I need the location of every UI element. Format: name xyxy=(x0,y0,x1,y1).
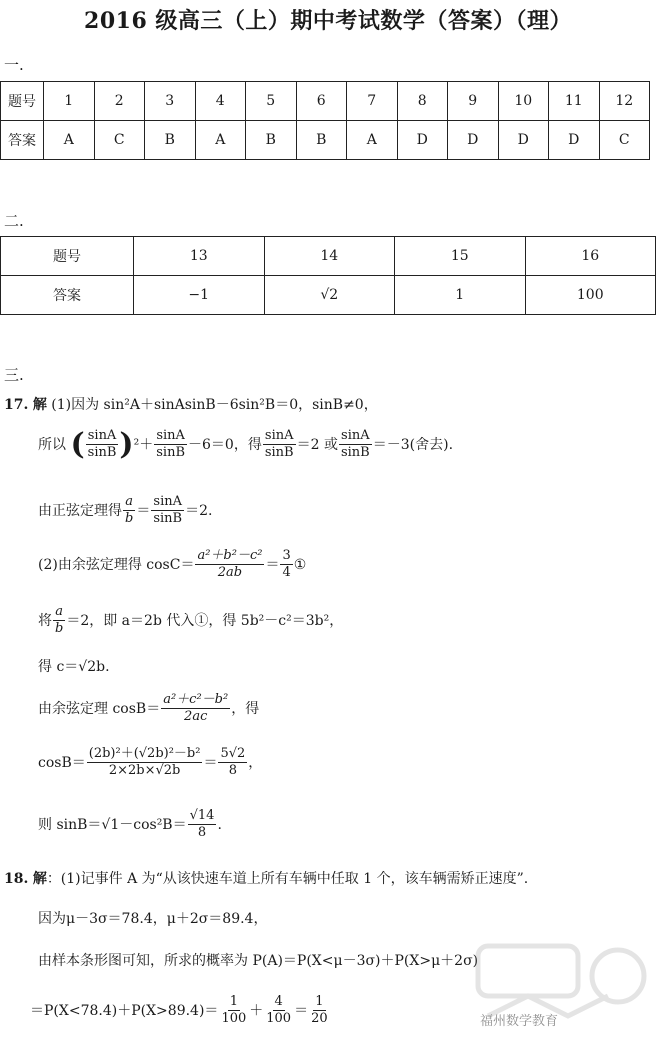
text: cosB＝ xyxy=(38,754,86,771)
answer-cell: B xyxy=(296,121,347,160)
q17-jie: 解 xyxy=(32,397,47,413)
question-cell: 3 xyxy=(145,82,196,121)
q17-line1 xyxy=(4,394,378,414)
text: 将 xyxy=(38,612,52,629)
fraction xyxy=(195,548,264,582)
q18-text: ：(1)记事件 A 为“从该快速车道上所有车辆中任取 1 个，该车辆需矫正速度”. xyxy=(46,871,529,887)
fraction xyxy=(188,808,217,842)
answer-cell: √2 xyxy=(264,276,395,315)
numerator: sinA xyxy=(154,428,187,445)
denominator: 20 xyxy=(311,1011,328,1027)
text: 由余弦定理 cosB＝ xyxy=(38,700,161,717)
section3-heading: 三. xyxy=(4,366,24,384)
q17-line7 xyxy=(38,692,259,726)
q17-text: (1)因为 sin²A＋sinAsinB－6sin²B＝0，sinB≠0， xyxy=(51,397,378,413)
q18-line3: 由样本条形图可知，所求的概率为 P(A)＝P(X<μ－3σ)＋P(X>μ＋2σ) xyxy=(38,953,479,969)
question-cell: 5 xyxy=(246,82,297,121)
question-cell: 15 xyxy=(395,237,526,276)
numerator: 5√2 xyxy=(218,746,247,763)
denominator: b xyxy=(55,621,64,637)
q18-line2: 因为μ－3σ＝78.4，μ＋2σ＝89.4， xyxy=(38,911,268,927)
fraction xyxy=(154,428,187,462)
paren-open: ( xyxy=(70,426,85,462)
text: ， xyxy=(248,754,263,771)
q17-line9 xyxy=(38,808,222,842)
answer-cell: −1 xyxy=(134,276,265,315)
answer-table-1 xyxy=(0,81,650,160)
denominator: 2ac xyxy=(184,709,208,725)
answer-cell: 1 xyxy=(395,276,526,315)
question-cell: 6 xyxy=(296,82,347,121)
text: ＝2，即 a＝2b 代入①，得 5b²－c²＝3b²， xyxy=(66,612,344,629)
text: 由正弦定理得 xyxy=(38,502,122,519)
question-cell: 1 xyxy=(44,82,95,121)
denominator: sinB xyxy=(340,445,370,461)
q18-line4 xyxy=(30,994,331,1028)
q18-line1 xyxy=(4,868,528,888)
q17-line3: 由正弦定理得 $\frac{a}{b}$ ＝ $\frac{\sin A}{\sin B}$ ＝2. xyxy=(38,494,213,527)
question-cell: 9 xyxy=(448,82,499,121)
text: ＝2. xyxy=(185,502,213,519)
numerator: a xyxy=(123,494,135,511)
q17-line2 xyxy=(38,428,453,462)
answer-cell: A xyxy=(195,121,246,160)
denominator: sinB xyxy=(87,445,117,461)
numerator: sinA xyxy=(339,428,372,445)
question-cell: 16 xyxy=(525,237,656,276)
denominator: 2×2b×√2b xyxy=(108,763,181,779)
numerator: a²＋b²－c² xyxy=(195,548,264,565)
row-label: 题号 xyxy=(1,237,134,276)
text: 则 sinB＝√1－cos²B＝ xyxy=(38,816,187,833)
section2-heading: 二. xyxy=(4,212,24,230)
answer-cell: 100 xyxy=(525,276,656,315)
table-row xyxy=(1,237,656,276)
answer-table-2 xyxy=(0,236,656,315)
numerator: 4 xyxy=(273,994,285,1011)
answer-cell: B xyxy=(145,121,196,160)
fraction xyxy=(123,494,135,528)
fraction xyxy=(309,994,330,1028)
answer-cell: D xyxy=(549,121,600,160)
text: ＝－3(舍去). xyxy=(372,436,454,453)
q17-line8 xyxy=(38,746,262,780)
question-cell: 4 xyxy=(195,82,246,121)
table-row xyxy=(1,82,650,121)
denominator: 4 xyxy=(282,565,291,581)
fraction xyxy=(161,692,230,726)
answer-cell: D xyxy=(448,121,499,160)
denominator: 100 xyxy=(221,1011,247,1027)
page-title: 2016 级高三（上）期中考试数学（答案）（理） xyxy=(84,8,572,34)
row-label: 题号 xyxy=(1,82,44,121)
question-cell: 7 xyxy=(347,82,398,121)
fraction xyxy=(86,428,119,462)
text: ＋ xyxy=(249,1002,264,1019)
watermark-text: 福州数学教育 xyxy=(480,1014,559,1029)
question-cell: 14 xyxy=(264,237,395,276)
text: 所以 xyxy=(38,436,66,453)
numerator: a²＋c²－b² xyxy=(161,692,230,709)
fraction xyxy=(263,428,296,462)
text: －6＝0，得 xyxy=(188,436,262,453)
table-row xyxy=(1,121,650,160)
numerator: a xyxy=(53,604,65,621)
numerator: 1 xyxy=(313,994,325,1011)
row-label: 答案 xyxy=(1,121,44,160)
question-cell: 13 xyxy=(134,237,265,276)
numerator: (2b)²＋(√2b)²－b² xyxy=(87,746,203,763)
denominator: 2ab xyxy=(217,565,243,581)
question-cell: 10 xyxy=(498,82,549,121)
section1-heading: 一. xyxy=(4,56,24,74)
fraction xyxy=(218,746,247,780)
answer-cell: D xyxy=(397,121,448,160)
numerator: √14 xyxy=(188,808,217,825)
text: . xyxy=(217,816,222,833)
numerator: sinA xyxy=(151,494,184,511)
text: (2)由余弦定理得 cosC＝ xyxy=(38,556,195,573)
denominator: b xyxy=(125,511,134,527)
text: ＝ xyxy=(265,556,280,573)
q17-line5 xyxy=(38,604,343,638)
question-cell: 2 xyxy=(94,82,145,121)
answer-cell: C xyxy=(94,121,145,160)
answer-cell: C xyxy=(599,121,650,160)
fraction xyxy=(53,604,65,638)
answer-cell: D xyxy=(498,121,549,160)
q17-line6: 得 c＝√2b. xyxy=(38,659,110,675)
text: ＝ xyxy=(294,1002,309,1019)
denominator: sinB xyxy=(153,511,183,527)
text: ① xyxy=(293,556,307,573)
text: ＝P(X<78.4)＋P(X>89.4)＝ xyxy=(30,1002,219,1019)
denominator: sinB xyxy=(156,445,186,461)
fraction xyxy=(339,428,372,462)
table-row xyxy=(1,276,656,315)
text: ，得 xyxy=(231,700,260,717)
answer-cell: A xyxy=(44,121,95,160)
q17-line4 xyxy=(38,548,306,582)
denominator: 8 xyxy=(228,763,238,779)
fraction xyxy=(280,548,292,582)
fraction xyxy=(219,994,248,1028)
numerator: sinA xyxy=(263,428,296,445)
denominator: 8 xyxy=(197,825,207,841)
denominator: sinB xyxy=(264,445,294,461)
answer-cell: B xyxy=(246,121,297,160)
text: ＝2 或 xyxy=(296,436,338,453)
question-cell: 11 xyxy=(549,82,600,121)
fraction xyxy=(151,494,184,528)
q17-number: 17. xyxy=(4,397,29,413)
row-label: 答案 xyxy=(1,276,134,315)
question-cell: 12 xyxy=(599,82,650,121)
denominator: 100 xyxy=(266,1011,292,1027)
q18-number: 18. xyxy=(4,871,29,887)
text: ²＋ xyxy=(133,436,154,453)
text: ＝ xyxy=(203,754,218,771)
fraction xyxy=(264,994,293,1028)
numerator: 3 xyxy=(280,548,292,565)
question-cell: 8 xyxy=(397,82,448,121)
answer-cell: A xyxy=(347,121,398,160)
q18-jie: 解 xyxy=(32,871,47,887)
fraction xyxy=(87,746,203,780)
numerator: sinA xyxy=(86,428,119,445)
numerator: 1 xyxy=(228,994,240,1011)
paren-close: ) xyxy=(119,426,134,462)
